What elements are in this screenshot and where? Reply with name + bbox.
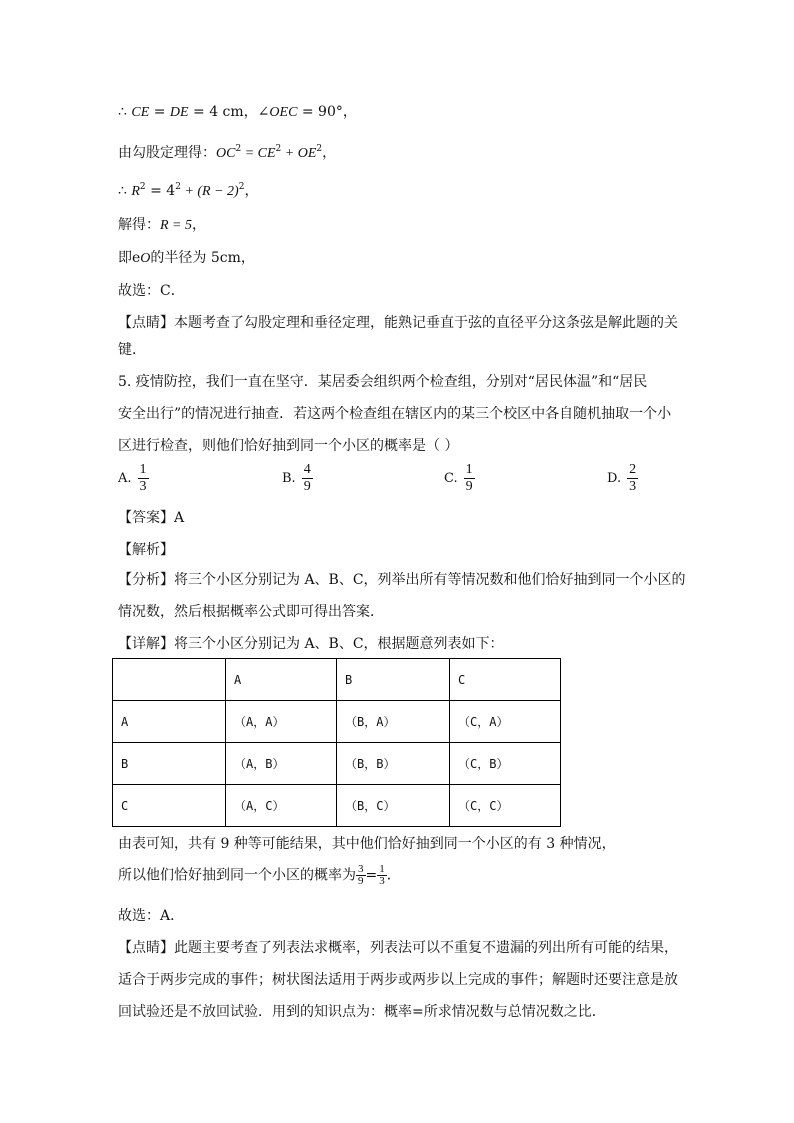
table-header-row: [113, 659, 561, 701]
option-d-fraction: $\frac{2}{3}$: [629, 462, 637, 494]
table-cell: （B，A）: [337, 701, 450, 743]
table-cell: （C，A）: [450, 701, 561, 743]
table-cell: [113, 659, 226, 701]
question-5-line1: 5. 疫情防控，我们一直在坚守．某居委会组织两个检查组，分别对“居民体温”和“居民: [118, 374, 648, 390]
dianjing-2-line1: 【点睛】此题主要考查了列表法求概率，列表法可以不重复不遗漏的列出所有可能的结果，: [118, 940, 678, 956]
table-row: [113, 785, 561, 827]
option-d: D. $\frac{2}{3}$: [607, 462, 637, 494]
table-cell: C: [450, 659, 561, 701]
option-c: C. $\frac{1}{9}$: [444, 462, 473, 494]
dianjing-1-line1: 【点睛】本题考查了勾股定理和垂径定理，能熟记垂直于弦的直径平分这条弦是解此题的关: [118, 315, 678, 331]
outcome-table: [112, 658, 561, 827]
proof-line-1: ∴ CE = DE = 4 cm，∠OEC = 90°，: [118, 104, 357, 120]
choice-c-line: 故选：C．: [118, 283, 185, 299]
option-b-fraction: $\frac{4}{9}$: [303, 462, 311, 494]
proof-line-pythagoras: 由勾股定理得：$OC^2 = CE^2 + OE^2$，: [118, 144, 337, 161]
dianjing-2-line3: 回试验还是不放回试验．用到的知识点为：概率=所求情况数与总情况数之比．: [118, 1004, 606, 1020]
table-cell: B: [337, 659, 450, 701]
table-cell: （A，C）: [226, 785, 337, 827]
dianjing-1-line2: 键．: [118, 342, 146, 358]
question-5-line2: 安全出行”的情况进行抽查．若这两个检查组在辖区内的某三个校区中各自随机抽取一个小: [118, 406, 672, 422]
table-cell: （B，B）: [337, 743, 450, 785]
option-a: A. $\frac{1}{3}$: [118, 462, 147, 494]
table-row: [113, 743, 561, 785]
table-cell: B: [113, 743, 226, 785]
fraction-3-9: $\frac{3}{9}$: [358, 863, 364, 887]
proof-line-equation: ∴ $R^2 = 4^2 + (R - 2)^2$，: [118, 182, 259, 199]
table-cell: （C，B）: [450, 743, 561, 785]
choice-a-line: 故选：A．: [118, 908, 185, 924]
option-c-fraction: $\frac{1}{9}$: [465, 462, 473, 494]
dianjing-2-line2: 适合于两步完成的事件；树状图法适用于两步或两步以上完成的事件；解题时还要注意是放: [118, 972, 678, 988]
table-cell: C: [113, 785, 226, 827]
proof-line-solution: 解得：R = 5，: [118, 217, 206, 233]
analysis-heading: 【解析】: [118, 542, 174, 558]
question-5-line3: 区进行检查，则他们恰好抽到同一个小区的概率是（ ）: [118, 438, 459, 454]
table-cell: （C，C）: [450, 785, 561, 827]
table-cell: （A，A）: [226, 701, 337, 743]
fenxi-line2: 情况数，然后根据概率公式即可得出答案．: [118, 604, 384, 620]
fraction-1-3: $\frac{1}{3}$: [379, 863, 385, 887]
detail-line: 【详解】将三个小区分别记为 A、B、C，根据题意列表如下：: [118, 636, 504, 652]
table-cell: A: [113, 701, 226, 743]
table-cell: A: [226, 659, 337, 701]
probability-line: 所以他们恰好抽到同一个小区的概率为 $\frac{3}{9}$ = $\frac{1}{3}$ ．: [118, 863, 401, 887]
fenxi-line1: 【分析】将三个小区分别记为 A、B、C，列举出所有等情况数和他们恰好抽到同一个小区的: [118, 572, 686, 588]
table-row: [113, 701, 561, 743]
option-b: B. $\frac{4}{9}$: [282, 462, 311, 494]
option-a-fraction: $\frac{1}{3}$: [139, 462, 147, 494]
table-cell: （B，C）: [337, 785, 450, 827]
after-table-line1: 由表可知，共有 9 种等可能结果，其中他们恰好抽到同一个小区的有 3 种情况，: [118, 836, 616, 852]
table-cell: （A，B）: [226, 743, 337, 785]
proof-line-radius: 即eO的半径为 5cm，: [118, 250, 255, 266]
answer-line: 【答案】A: [118, 510, 185, 526]
